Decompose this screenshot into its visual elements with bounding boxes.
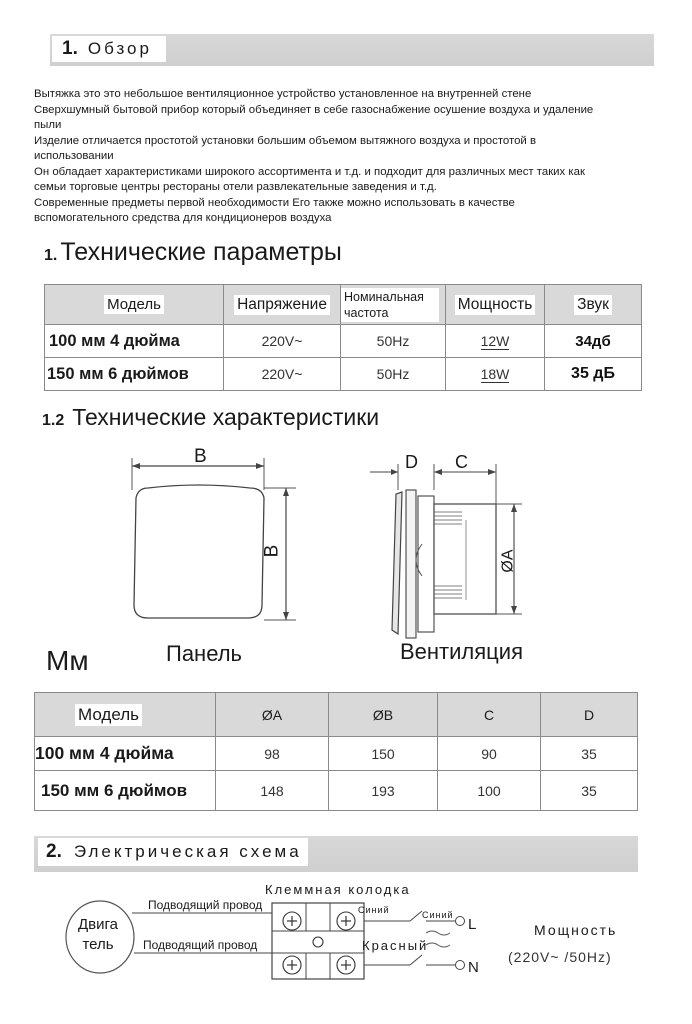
row-power: [446, 358, 545, 391]
table-header-row: [35, 693, 638, 737]
terminal-l-label: L: [468, 916, 477, 933]
unit-label: Мм: [46, 645, 89, 676]
row-b: 193: [329, 771, 438, 811]
electric-title: Электрическая схема: [73, 842, 302, 861]
header-cell: [446, 285, 545, 325]
supply-wire-label-2: Подводящий провод: [143, 938, 258, 952]
motor-label-line2: тель: [82, 936, 114, 953]
header-sound: Звук: [574, 295, 612, 315]
row-frequency: 50Hz: [341, 358, 446, 391]
table-header-row: [45, 285, 642, 325]
overview-text: [34, 87, 664, 227]
overview-paragraph: Изделие отличается простотой установки большим объемом вытяжного воздуха и простотой в: [34, 134, 537, 147]
row-model: 100 мм 4 дюйма: [35, 737, 216, 771]
row-model: 150 мм 6 дюймов: [45, 358, 224, 391]
power-value: (220V~ /50Hz): [508, 949, 612, 965]
header-voltage: Напряжение: [234, 295, 330, 315]
header-frequency: Номинальная частота: [341, 288, 439, 322]
header-model: Модель: [104, 295, 164, 314]
row-model: 150 мм 6 дюймов: [35, 771, 216, 811]
terminal-block-label: Клеммная колодка: [265, 882, 411, 897]
header-cell: ØA: [216, 693, 329, 737]
header-cell: [341, 285, 446, 325]
row-voltage: 220V~: [224, 358, 341, 391]
row-power-value: 18W: [480, 366, 510, 382]
row-c: 100: [438, 771, 541, 811]
header-cell: [45, 285, 224, 325]
red-wire-label: Красный: [362, 938, 429, 953]
overview-paragraph: Сверхшумный бытовой прибор который объединяет в себе газоснабжение осушение воздуха и удаление: [34, 103, 594, 116]
overview-paragraph: Вытяжка это это небольшое вентиляционное устройство установленное на внутренней стене: [34, 88, 532, 100]
header-cell: C: [438, 693, 541, 737]
supply-wire-label-1: Подводящий провод: [148, 898, 263, 912]
row-d: 35: [541, 737, 638, 771]
header-cell: ØB: [329, 693, 438, 737]
row-power-value: 12W: [480, 333, 510, 349]
table-row: [35, 771, 638, 811]
panel-label: Панель: [166, 641, 243, 666]
overview-title: Обзор: [87, 39, 152, 58]
header-cell: [545, 285, 642, 325]
motor-label: [78, 915, 118, 955]
row-frequency: 50Hz: [341, 325, 446, 358]
header-model: Модель: [75, 704, 142, 726]
dim-b-side-label: B: [261, 544, 283, 558]
row-a: 148: [216, 771, 329, 811]
row-model: 100 мм 4 дюйма: [45, 325, 224, 358]
panel-drawing: [118, 440, 308, 640]
overview-paragraph: пыли: [34, 119, 62, 131]
row-b: 150: [329, 737, 438, 771]
blue-wire-label-1: Синий: [358, 905, 390, 915]
row-power: [446, 325, 545, 358]
header-power: Мощность: [455, 295, 536, 315]
dim-b-top-label: B: [194, 446, 207, 467]
row-a: 98: [216, 737, 329, 771]
overview-paragraph: использовании: [34, 150, 114, 162]
overview-header-label: [52, 36, 166, 62]
table-row: [45, 325, 642, 358]
tech-specs-heading: [42, 404, 379, 431]
tech-params-heading: [44, 238, 342, 267]
row-sound: 34дб: [545, 325, 642, 358]
row-c: 90: [438, 737, 541, 771]
tech-specs-title: Технические характеристики: [72, 404, 380, 430]
tech-params-table: [44, 284, 642, 391]
dim-a-label: ØA: [499, 549, 517, 573]
row-voltage: 220V~: [224, 325, 341, 358]
dimensions-table: [34, 692, 638, 811]
tech-params-title: Технические параметры: [60, 238, 342, 266]
row-d: 35: [541, 771, 638, 811]
electric-number: 2.: [46, 841, 62, 862]
header-cell: D: [541, 693, 638, 737]
overview-paragraph: вспомогательного средства для кондиционеров воздуха: [34, 212, 332, 224]
overview-number: 1.: [62, 38, 78, 59]
overview-paragraph: Современные предметы первой необходимости Его также можно использовать в качестве: [34, 196, 515, 209]
ventilation-label: Вентиляция: [400, 639, 523, 664]
overview-paragraph: Он обладает характеристиками широкого ассортимента и т.д. и подходит для различных мест таких как: [34, 165, 585, 178]
header-cell: [224, 285, 341, 325]
power-label: Мощность: [534, 922, 618, 938]
dim-d-label: D: [405, 452, 418, 472]
row-sound: 35 дБ: [545, 358, 642, 391]
overview-paragraph: семьи торговые центры рестораны отели развлекательные заведения и т.д.: [34, 181, 437, 193]
header-cell: [35, 693, 216, 737]
tech-specs-number: 1.2: [42, 412, 65, 429]
tech-params-number: 1.: [44, 247, 58, 264]
dim-c-label: C: [455, 452, 468, 472]
terminal-n-label: N: [468, 959, 479, 976]
table-row: [45, 358, 642, 391]
motor-label-line1: Двига: [78, 916, 118, 933]
blue-wire-label-2: Синий: [422, 910, 454, 920]
electric-header-label: [38, 838, 308, 866]
table-row: [35, 737, 638, 771]
